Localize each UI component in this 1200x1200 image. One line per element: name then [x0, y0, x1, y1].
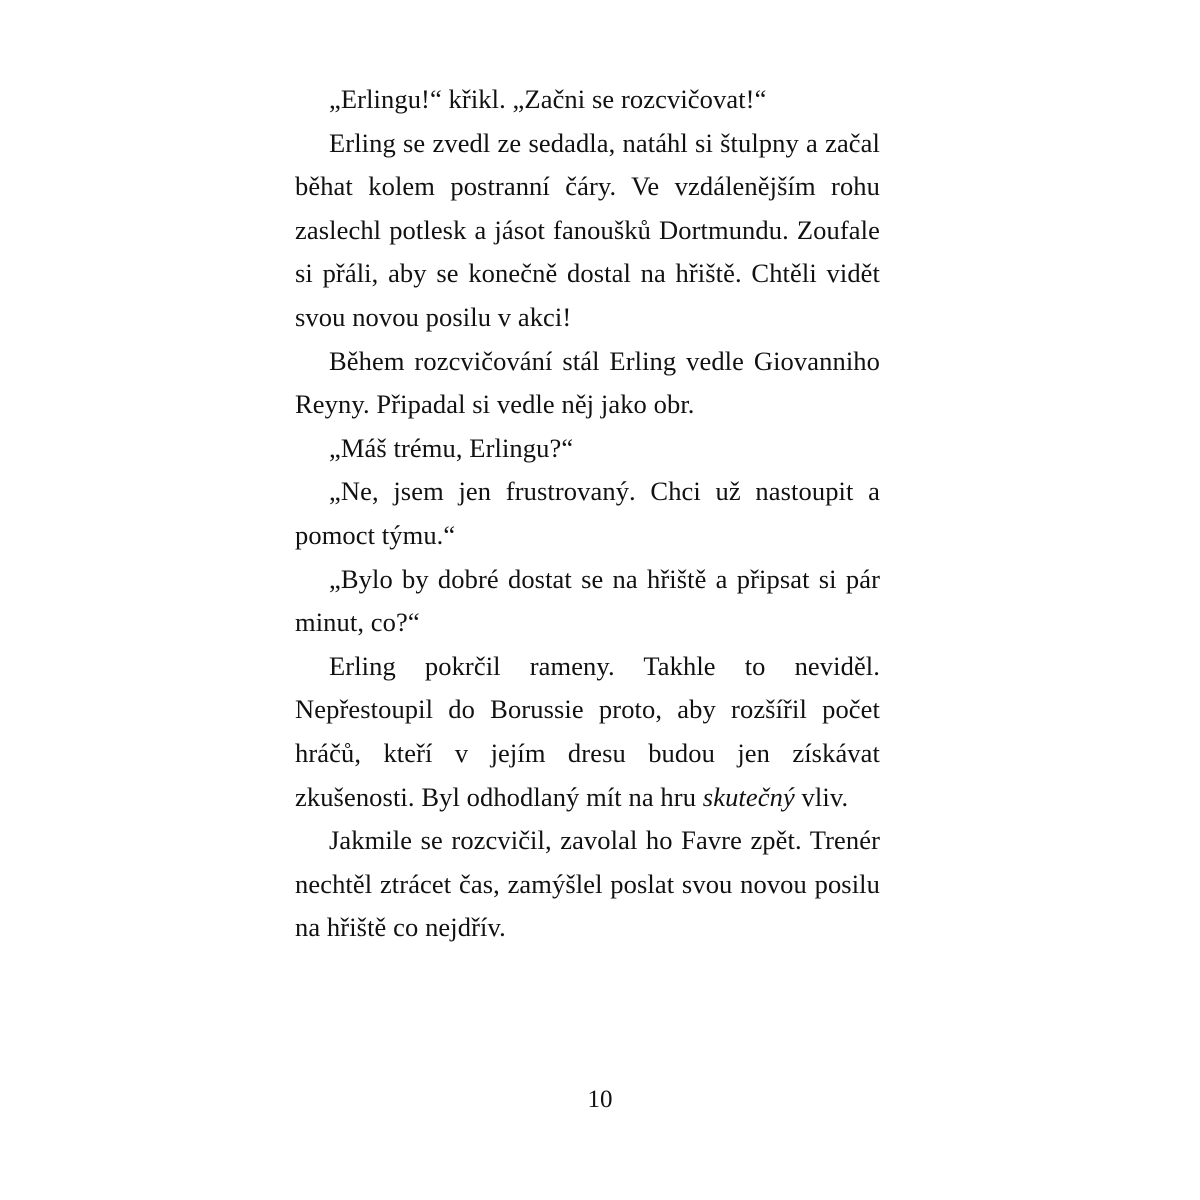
paragraph: „Ne, jsem jen frustrovaný. Chci už nastoupit a pomoct týmu.“: [295, 476, 880, 550]
paragraph: „Máš trému, Erlingu?“: [329, 432, 574, 463]
paragraph: Erling se zvedl ze sedadla, natáhl si štulpny a začal běhat kolem postranní čáry. Ve vzdálenějším rohu zaslechl potlesk a jásot fanoušků Dortmundu. Zoufale si přáli, aby se konečně dostal na hřiště. Chtěli vidět svou novou posilu v akci!: [295, 127, 880, 332]
body-text-column: [295, 78, 880, 950]
paragraph-text: Erling pokrčil rameny. Takhle to neviděl. Nepřestoupil do Borussie proto, aby rozšířil počet hráčů, kteří v jejím dresu budou jen získávat zkušenosti. Byl odhodlaný mít na hru: [295, 650, 880, 812]
paragraph: Během rozcvičování stál Erling vedle Giovanniho Reyny. Připadal si vedle něj jako obr.: [295, 345, 880, 420]
paragraph-with-emphasis: [295, 645, 880, 819]
paragraph-tail: vliv.: [794, 781, 849, 812]
paragraph: „Bylo by dobré dostat se na hřiště a připsat si pár minut, co?“: [295, 563, 880, 638]
paragraph: „Erlingu!“ křikl. „Začni se rozcvičovat!“: [329, 84, 767, 114]
emphasized-word: skutečný: [702, 781, 795, 812]
page-number: 10: [587, 1086, 613, 1113]
paragraph: Jakmile se rozcvičil, zavolal ho Favre zpět. Trenér nechtěl ztrácet čas, zamýšlel poslat svou novou posilu na hřiště co nejdřív.: [295, 825, 880, 943]
